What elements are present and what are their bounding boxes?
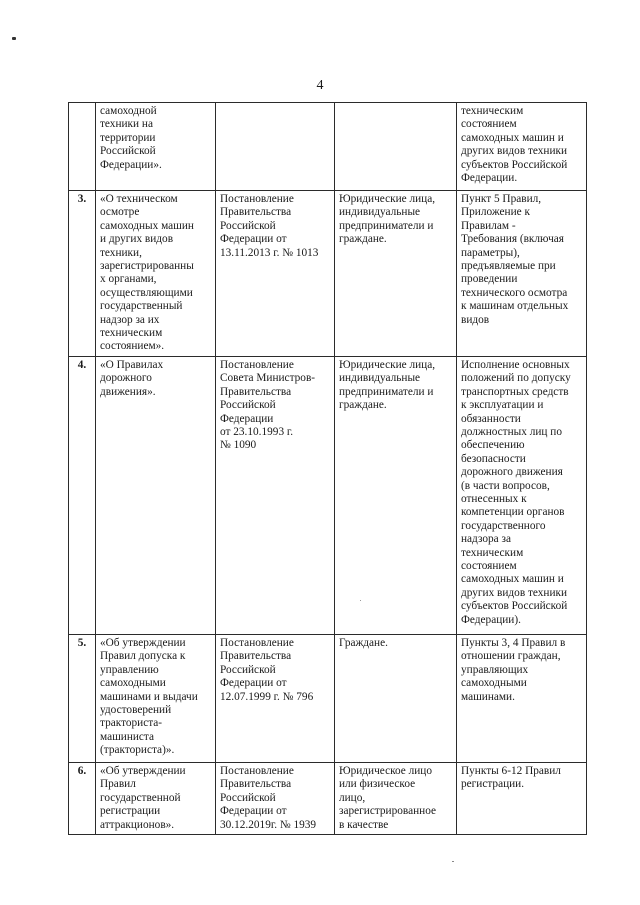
regulated-subjects: Граждане. bbox=[335, 634, 457, 762]
regulated-subjects: Юридические лица, индивидуальные предприниматели и граждане. bbox=[335, 356, 457, 634]
act-title: «Об утверждении Правил государственной регистрации аттракционов». bbox=[96, 762, 216, 834]
table-row bbox=[69, 191, 587, 357]
row-number: 6. bbox=[69, 762, 96, 834]
act-title: «Об утверждении Правил допуска к управлению самоходными машинами и выдачи удостоверений тракториста- машиниста (тракториста)». bbox=[96, 634, 216, 762]
act-reference: Постановление Совета Министров- Правительства Российской Федерации от 23.10.1993 г. № 1090 bbox=[216, 356, 335, 634]
act-title: «О Правилах дорожного движения». bbox=[96, 356, 216, 634]
applicable-provisions: техническим состоянием самоходных машин и других видов техники субъектов Российской Федерации. bbox=[457, 103, 587, 191]
regulated-subjects: Юридическое лицо или физическое лицо, зарегистрированное в качестве bbox=[335, 762, 457, 834]
row-number: 4. bbox=[69, 356, 96, 634]
act-reference bbox=[216, 103, 335, 191]
applicable-provisions: Пункты 3, 4 Правил в отношении граждан, управляющих самоходными машинами. bbox=[457, 634, 587, 762]
act-reference: Постановление Правительства Российской Федерации от 13.11.2013 г. № 1013 bbox=[216, 191, 335, 357]
table-row bbox=[69, 762, 587, 834]
row-number: 5. bbox=[69, 634, 96, 762]
table-row bbox=[69, 634, 587, 762]
act-title: самоходной техники на территории Российской Федерации». bbox=[96, 103, 216, 191]
regulated-subjects bbox=[335, 103, 457, 191]
act-reference: Постановление Правительства Российской Федерации от 12.07.1999 г. № 796 bbox=[216, 634, 335, 762]
scan-speck bbox=[452, 861, 454, 862]
table-row bbox=[69, 103, 587, 191]
row-number bbox=[69, 103, 96, 191]
table-row bbox=[69, 356, 587, 634]
scan-dot-mark bbox=[12, 37, 16, 40]
act-title: «О техническом осмотре самоходных машин и других видов техники, зарегистрированны х органами, осуществляющими государственный надзор за их техническим состоянием». bbox=[96, 191, 216, 357]
scan-speck bbox=[360, 600, 361, 601]
regulations-table bbox=[68, 102, 587, 835]
act-reference: Постановление Правительства Российской Федерации от 30.12.2019г. № 1939 bbox=[216, 762, 335, 834]
regulated-subjects: Юридические лица, индивидуальные предприниматели и граждане. bbox=[335, 191, 457, 357]
row-number: 3. bbox=[69, 191, 96, 357]
applicable-provisions: Пункты 6-12 Правил регистрации. bbox=[457, 762, 587, 834]
applicable-provisions: Исполнение основных положений по допуску транспортных средств к эксплуатации и обязанности должностных лиц по обеспечению безопасности дорожного движения (в части вопросов, отнесенных к компетенции органов государственного надзора за техническим состоянием самоходных машин и других видов техники субъектов Российской Федерации). bbox=[457, 356, 587, 634]
applicable-provisions: Пункт 5 Правил, Приложение к Правилам - Требования (включая параметры), предъявляемые при проведении технического осмотра к машинам отдельных видов bbox=[457, 191, 587, 357]
page-number: 4 bbox=[316, 78, 324, 93]
